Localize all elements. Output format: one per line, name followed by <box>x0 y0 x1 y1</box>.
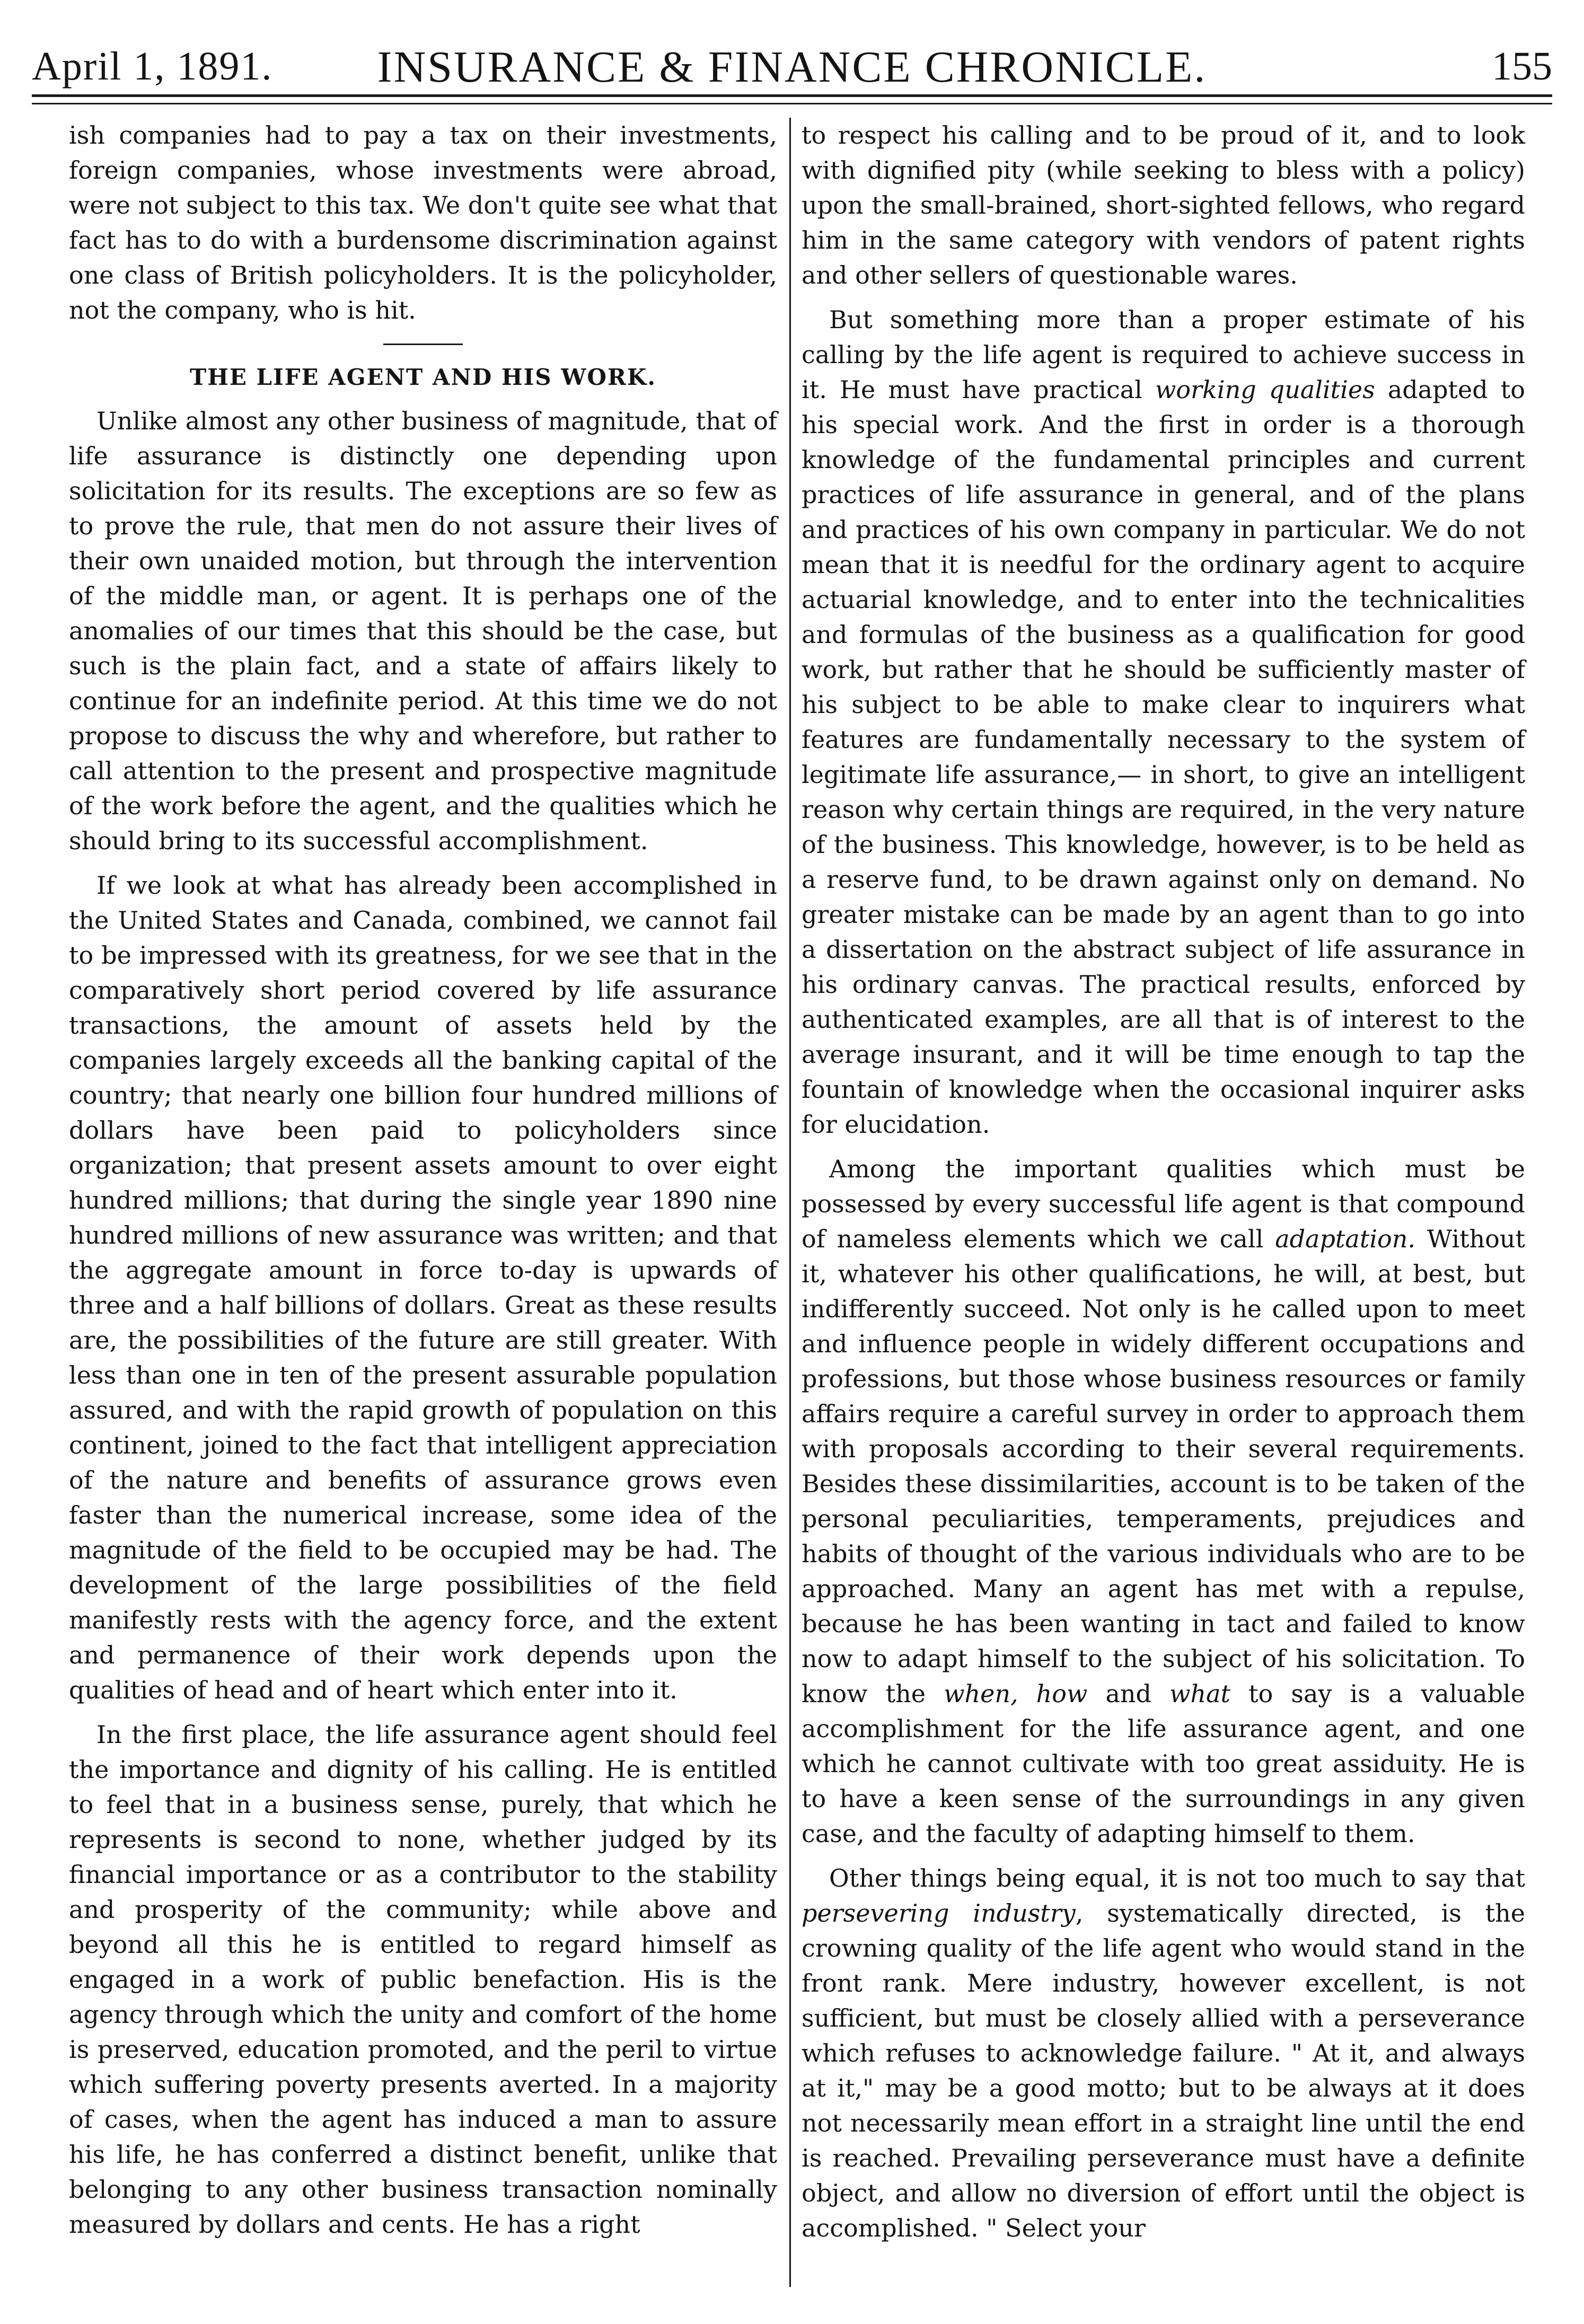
emphasis-text: what <box>1169 1679 1230 1708</box>
header-rule-thick <box>32 94 1552 97</box>
column-divider <box>789 118 791 2287</box>
text-run: to say is a valuable accomplishment for the life assurance agent, and one which he cannot cultivate with too great assiduity. He is to have a keen sense of the surroundings in any given case, and the faculty of adapting himself to them. <box>802 1679 1525 1848</box>
article-paragraph <box>802 1151 1525 1851</box>
text-run: Among the important qualities which must be possessed by every successful life agent is that compound of nameless elements which we call <box>802 1155 1525 1253</box>
article-title: THE LIFE AGENT AND HIS WORK. <box>189 364 657 390</box>
text-run: and <box>1087 1679 1170 1708</box>
page-number: 155 <box>1492 44 1552 89</box>
article-paragraph <box>802 302 1525 1142</box>
section-divider <box>383 344 463 345</box>
article-paragraph: to respect his calling and to be proud of it, and to look with dignified pity (while seeking to bless with a policy) upon the small-brained, short-sighted fellows, who regard him in the same category with vendors of patent rights and other sellers of questionable wares. <box>802 121 1525 289</box>
right-column <box>802 118 1525 2303</box>
text-run: Without it, whatever his other qualifications, he will, at best, but indifferently succeed. Not only is he called upon to meet and influence people in widely different occupations and professions, but those whose business resources or family affairs require a careful survey in order to approach them with proposals according to their several requirements. Besides these dissimilarities, account is to be taken of the personal peculiarities, temperaments, prejudices and habits of thought of the various individuals who are to be approached. Many an agent has met with a repulse, because he has been wanting in tact and failed to know now to adapt himself to the subject of his solicitation. To know the <box>802 1225 1525 1708</box>
article-paragraph <box>802 1861 1525 2246</box>
article-paragraph: If we look at what has already been accomplished in the United States and Canada, combined, we cannot fail to be impressed with its greatness, for we see that in the comparatively short period covered by life assurance transactions, the amount of assets held by the companies largely exceeds all the banking capital of the country; that nearly one billion four hundred millions of dollars have been paid to policyholders since organization; that present assets amount to over eight hundred millions; that during the single year 1890 nine hundred millions of new assurance was written; and that the aggregate amount in force to-day is upwards of three and a half billions of dollars. Great as these results are, the possibilities of the future are still greater. With less than one in ten of the present assurable population assured, and with the rapid growth of population on this continent, joined to the fact that intelligent appreciation of the nature and benefits of assurance grows even faster than the numerical increase, some idea of the magnitude of the field to be occupied may be had. The development of the large possibilities of the field manifestly rests with the agency force, and the extent and permanence of their work depends upon the qualities of head and of heart which enter into it. <box>69 871 777 1704</box>
left-column <box>69 118 777 2303</box>
text-run: But something more than a proper estimate of his calling by the life agent is required to achieve success in it. He must have practical <box>802 305 1525 404</box>
issue-date: April 1, 1891. <box>32 44 273 89</box>
text-run: adapted to his special work. And the first in order is a thorough knowledge of the fundamental principles and current practices of life assurance in general, and of the plans and practices of his own company in particular. We do not mean that it is needful for the ordinary agent to acquire actuarial knowledge, and to enter into the technicalities and formulas of the business as a qualification for good work, but rather that he should be sufficiently master of his subject to be able to make clear to inquirers what features are fundamentally necessary to the system of legitimate life assurance,— in short, to give an intelligent reason why certain things are required, in the very nature of the business. This knowledge, however, is to be held as a reserve fund, to be drawn against only on demand. No greater mistake can be made by an agent than to go into a dissertation on the abstract subject of life assurance in his ordinary canvas. The practical results, enforced by authenticated examples, are all that is of interest to the average insurant, and it will be time enough to tap the fountain of knowledge when the occasional inquirer asks for elucidation. <box>802 375 1525 1139</box>
text-run: , systematically directed, is the crowning quality of the life agent who would stand in the front rank. Mere industry, however excellent, is not sufficient, but must be closely allied with a perseverance which refuses to acknowledge failure. " At it, and always at it," may be a good motto; but to be always at it does not necessarily mean effort in a straight line until the end is reached. Prevailing perseverance must have a definite object, and allow no diversion of effort until the object is accomplished. " Select your <box>802 1899 1526 2242</box>
header-rule-thin <box>32 103 1552 104</box>
emphasis-text: adaptation. <box>1275 1225 1415 1253</box>
article-paragraph: Unlike almost any other business of magnitude, that of life assurance is distinctly one depending upon solicitation for its results. The exceptions are so few as to prove the rule, that men do not assure their lives of their own unaided motion, but through the intervention of the middle man, or agent. It is perhaps one of the anomalies of our times that this should be the case, but such is the plain fact, and a state of affairs likely to continue for an indefinite period. At this time we do not propose to discuss the why and wherefore, but rather to call attention to the present and prospective magnitude of the work before the agent, and the qualities which he should bring to its successful accomplishment. <box>69 407 777 855</box>
article-paragraph: In the first place, the life assurance agent should feel the importance and dignity of his calling. He is entitled to feel that in a business sense, purely, that which he represents is second to none, whether judged by its financial importance or as a contributor to the stability and prosperity of the community; while above and beyond all this he is entitled to regard himself as engaged in a work of public benefaction. His is the agency through which the unity and comfort of the home is preserved, education promoted, and the peril to virtue which suffering poverty presents averted. In a majority of cases, when the agent has induced a man to assure his life, he has conferred a distinct benefit, unlike that belonging to any other business transaction nominally measured by dollars and cents. He has a right <box>69 1720 777 2239</box>
emphasis-text: when, how <box>944 1679 1088 1708</box>
emphasis-text: persevering industry <box>802 1899 1076 1927</box>
text-run: Other things being equal, it is not too much to say that <box>829 1864 1525 1892</box>
article-continuation: ish companies had to pay a tax on their investments, foreign companies, whose investments were abroad, were not subject to this tax. We don't quite see what that fact has to do with a burdensome discrimination against one class of British policyholders. It is the policyholder, not the company, who is hit. <box>69 121 777 324</box>
emphasis-text: working qualities <box>1155 375 1375 404</box>
page-header <box>32 32 1552 111</box>
publication-title: INSURANCE & FINANCE CHRONICLE. <box>377 42 1207 92</box>
